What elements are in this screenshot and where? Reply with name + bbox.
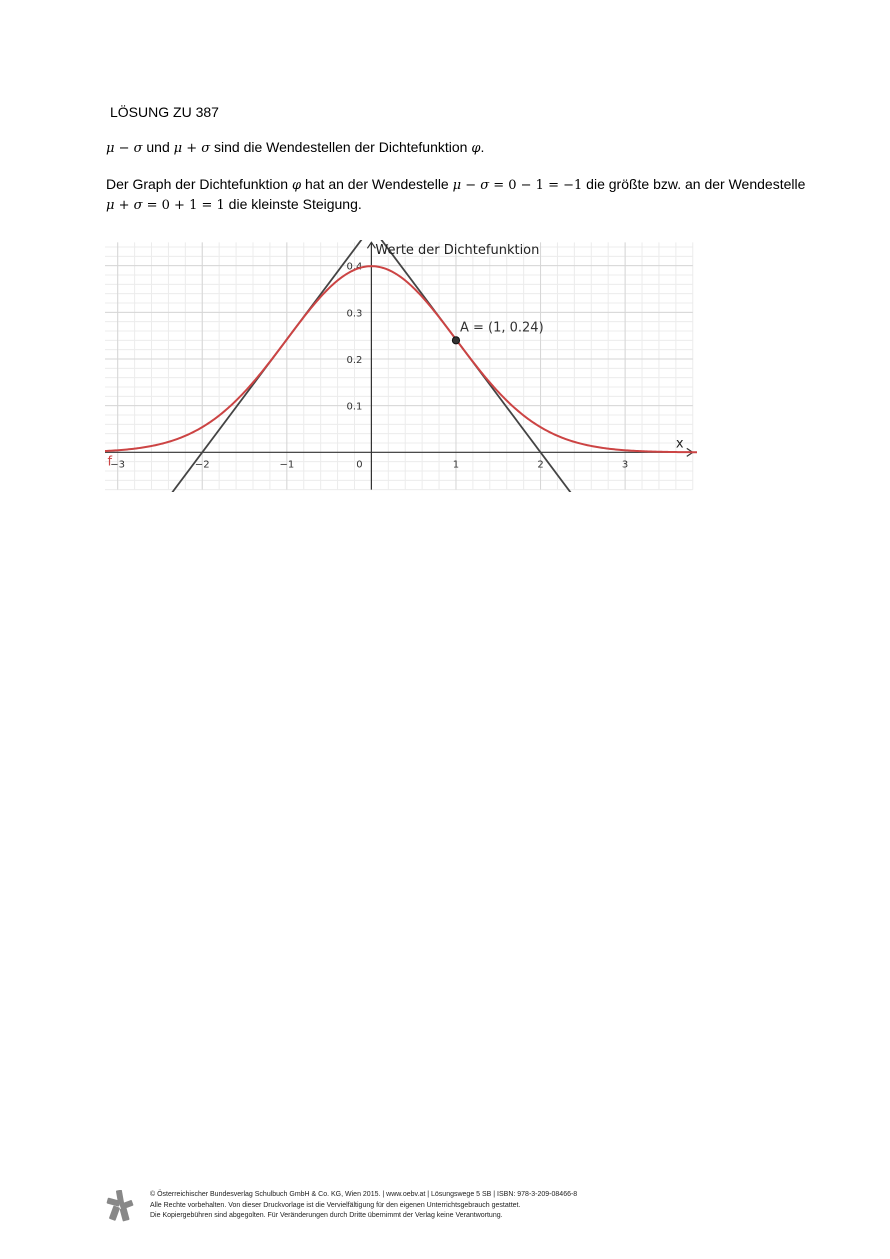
y-tick-label: 0.2 (346, 355, 363, 366)
publisher-logo-icon (105, 1190, 135, 1222)
point-a-marker (452, 337, 459, 344)
text-segment: die größte bzw. an der Wendestelle (582, 176, 806, 192)
x-tick-label: 0 (356, 459, 363, 471)
page-title: LÖSUNG ZU 387 (110, 104, 219, 120)
footer (150, 1190, 577, 1222)
text-segment: hat an der Wendestelle (301, 176, 453, 192)
math-phi: φ (291, 178, 302, 193)
y-tick-label: 0.3 (346, 308, 363, 320)
text-segment: . (480, 139, 485, 155)
x-tick-label: 1 (452, 459, 460, 471)
x-tick-label: −2 (194, 459, 210, 471)
footer-line-fees: Die Kopiergebühren sind abgegolten. Für Veränderungen durch Dritte übernimmt der Verlag keine Verantwortung. (150, 1212, 503, 1219)
x-tick-label: −1 (279, 459, 295, 471)
math-equation: = 0 − 1 = −1 (489, 178, 583, 193)
y-tick-label: 0.4 (346, 261, 363, 273)
tick-labels (107, 261, 629, 471)
x-tick-label: 2 (537, 459, 544, 471)
footer-line-copyright: © Österreichischer Bundesverlag Schulbuch GmbH & Co. KG, Wien 2015. | www.oebv.at | Lösungswege 5 SB | ISBN: 978-3-209-08466-8 (150, 1191, 578, 1198)
density-chart (105, 240, 697, 492)
function-label-f: f (107, 454, 113, 470)
x-axis-label: x (675, 436, 684, 452)
text-segment: Der Graph der Dichtefunktion (106, 176, 292, 192)
math-mu-minus-sigma: μ − σ (452, 178, 490, 193)
text-segment: sind die Wendestellen der Dichtefunktion (210, 139, 472, 155)
math-phi: φ (471, 141, 481, 156)
slope-paragraph (106, 175, 806, 215)
footer-line-rights: Alle Rechte vorbehalten. Von dieser Druckvorlage ist die Vervielfältigung für den eigenen Unterrichtsgebrauch gestattet. (150, 1201, 521, 1209)
point-a-label: A = (1, 0.24) (459, 320, 544, 336)
x-tick-label: 3 (621, 459, 629, 471)
math-mu-plus-sigma: μ + σ (106, 198, 143, 213)
chart-title: Werte der Dichtefunktion (375, 243, 540, 258)
text-segment: und (142, 139, 174, 155)
math-equation: = 0 + 1 = 1 (142, 198, 225, 213)
math-mu-plus-sigma: μ + σ (173, 141, 211, 156)
inflection-statement (106, 138, 484, 158)
axes (105, 242, 693, 489)
y-tick-label: 0.1 (346, 401, 363, 413)
text-segment: die kleinste Steigung. (224, 196, 362, 212)
x-tick-label: −3 (110, 459, 126, 471)
math-mu-minus-sigma: μ − σ (106, 141, 143, 156)
